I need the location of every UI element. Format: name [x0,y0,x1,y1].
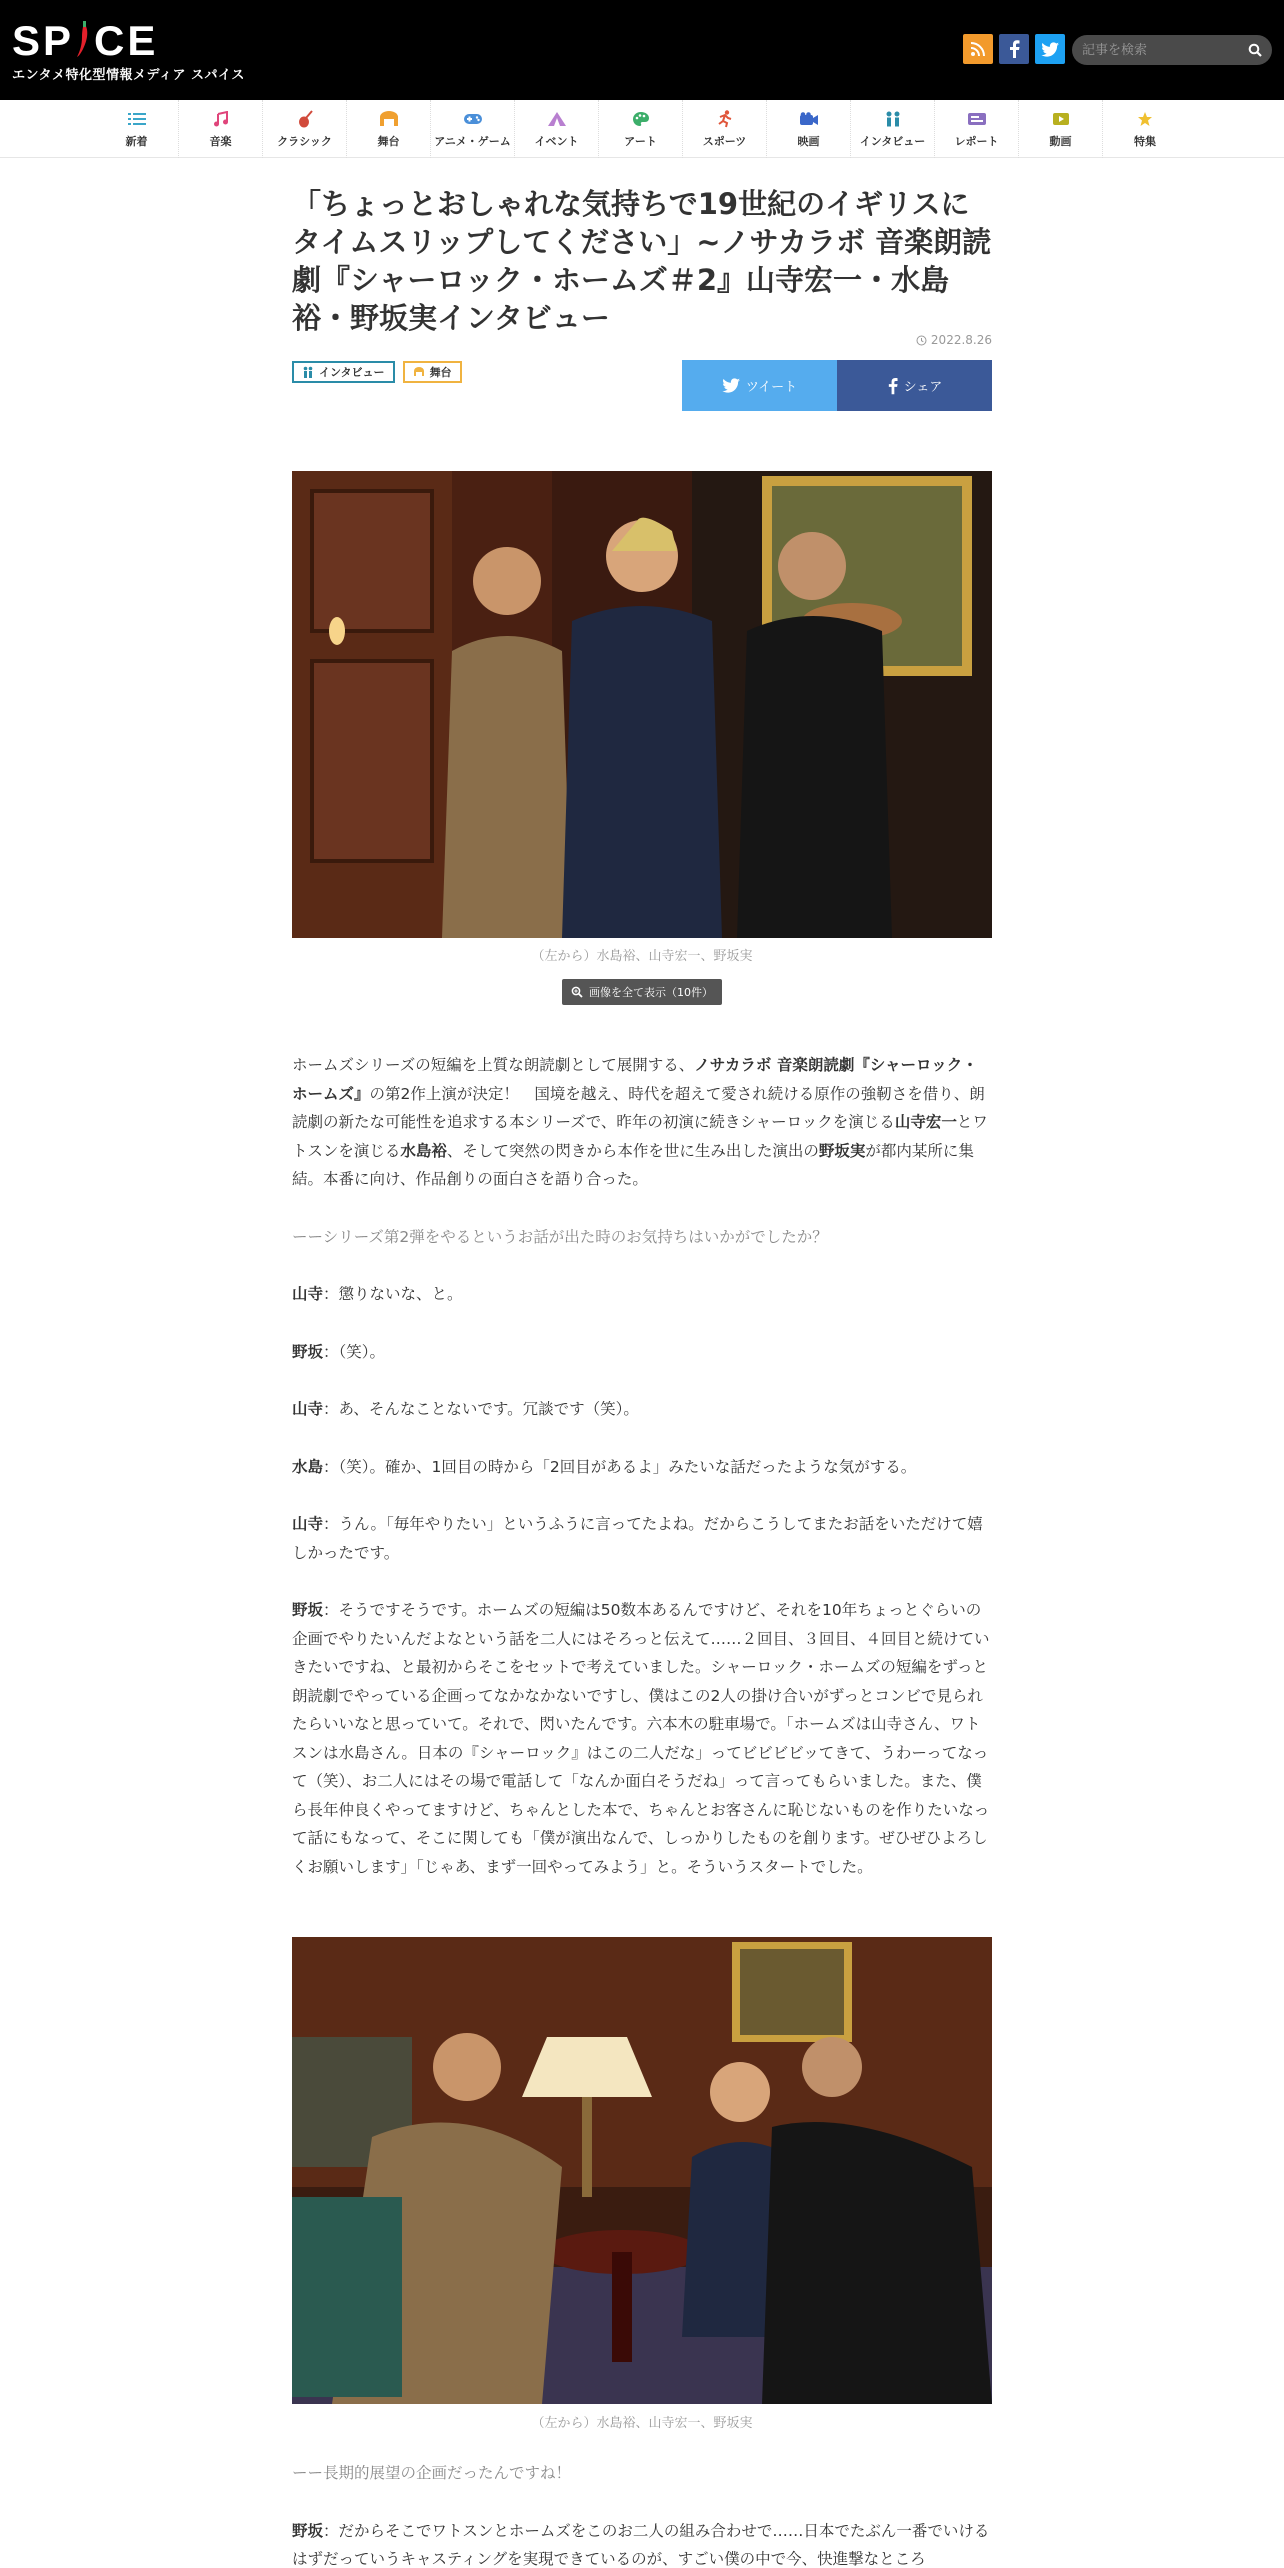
speaker-name: 野坂 [292,1601,324,1619]
stage-icon [379,109,399,129]
site-header [0,0,1284,100]
interview-answer [292,1510,992,1567]
music-note-icon [213,109,229,129]
emphasis-text: 野坂実 [818,1141,866,1160]
zoom-icon [571,986,583,998]
speaker-name: 山寺 [292,1400,324,1418]
twitter-icon [1041,42,1059,57]
tag-label: インタビュー [319,366,385,379]
logo-wordmark: SP CE [12,17,159,64]
facebook-icon [1008,40,1020,58]
nav-item-camera[interactable] [767,100,851,158]
lead-text: ホームズシリーズの短編を上質な朗読劇として展開する、 [292,1056,695,1074]
logo-subtitle: エンタメ特化型情報メディア スパイス [12,68,245,83]
palette-icon [632,109,650,129]
people-icon [302,366,314,378]
lead-paragraph [292,1051,992,1194]
article-tags [292,361,462,383]
tweet-label: ツイート [745,380,798,395]
nav-label: インタビュー [859,135,926,148]
answer-text: ：うん。「毎年やりたい」というふうに言ってたよね。だからこうしてまたお話をいただけて嬉しかったです。 [292,1515,983,1562]
search-input[interactable] [1082,35,1242,65]
violin-icon [297,109,313,129]
lead-text: 、そして突然の閃きから本作を世に生み出した演出の [446,1141,819,1160]
speaker-name: 水島 [292,1457,324,1476]
interview-answer [292,1280,992,1309]
lead-text: が都内某所に集結。本番に向け、作品創りの面白さを語り合った。 [292,1141,974,1188]
nav-label: 特集 [1134,135,1156,148]
nav-label: レポート [954,135,999,148]
twitter-button[interactable] [1035,34,1065,64]
video-icon [1052,109,1070,129]
speaker-name: 山寺 [292,1515,324,1533]
search-box [1072,35,1272,65]
photo-caption-2: （左から）水島裕、山寺宏一、野坂実 [531,2416,753,2431]
stage-icon [413,367,425,377]
answer-text: ：（笑）。 [323,1342,386,1361]
nav-item-star[interactable] [1103,100,1187,158]
tag-label: 舞台 [429,366,452,379]
interview-question: ーーシリーズ第2弾をやるというお話が出た時のお気持ちはいかがでしたか？ [292,1227,828,1246]
nav-item-video[interactable] [1019,100,1103,158]
second-photo[interactable] [292,1937,992,2404]
answer-text: ：懲りないな、と。 [323,1285,463,1303]
tag-interview[interactable] [292,361,395,383]
nav-item-report[interactable] [935,100,1019,158]
article-title: 「ちょっとおしゃれな気持ちで19世紀のイギリスにタイムスリップしてください」~ノサカラボ 音楽朗読劇『シャーロック・ホームズ＃2』山寺宏一・水島裕・野坂実インタビュー [292,187,992,335]
facebook-share-button[interactable] [837,360,992,411]
nav-label: 舞台 [377,135,400,148]
emphasis-text: 山寺宏一 [894,1113,957,1131]
facebook-icon [887,377,898,395]
publish-date [916,333,992,347]
speaker-name: 山寺 [292,1285,324,1303]
runner-icon [717,109,733,129]
interview-answer [292,1596,992,1881]
nav-label: 音楽 [209,135,232,148]
interview-answer [292,1395,992,1424]
interview-question: ーー長期的展望の企画だったんですね！ [292,2464,572,2482]
list-icon [128,109,146,129]
site-logo[interactable] [12,17,245,83]
emphasis-text: ノサカラボ 音楽朗読劇『シャーロック・ホームズ』 [292,1056,978,1103]
nav-item-tent[interactable] [515,100,599,158]
nav-item-list[interactable] [95,100,179,158]
nav-item-stage[interactable] [347,100,431,158]
star-icon [1137,109,1153,129]
lead-text: の第2作上演が決定！ 国境を越え、時代を超えて愛され続ける原作の強靭さを借り、朗読劇の新たな可能性を追求する本シリーズで、昨年の初演に続きシャーロックを演じる [292,1084,985,1131]
tag-stage[interactable] [403,361,462,383]
nav-label: クラシック [277,135,332,148]
emphasis-text: 水島裕 [400,1141,447,1160]
article-body [292,1051,992,1910]
nav-item-runner[interactable] [683,100,767,158]
nav-label: 動画 [1049,135,1072,148]
interview-answer [292,1338,992,1367]
gallery-label: 画像を全て表示（10件） [589,986,713,999]
nav-item-gamepad[interactable] [431,100,515,158]
nav-label: イベント [534,135,579,148]
nav-label: 新着 [125,135,148,148]
social-links [963,34,1065,64]
interview-answer [292,2517,992,2568]
date-text: 2022.8.26 [930,333,992,347]
search-icon[interactable] [1248,43,1262,57]
facebook-button[interactable] [999,34,1029,64]
people-icon [884,109,902,129]
speaker-name: 野坂 [292,1342,324,1361]
nav-label: アート [624,135,657,148]
nav-item-palette[interactable] [599,100,683,158]
nav-item-music-note[interactable] [179,100,263,158]
nav-label: 映画 [797,135,820,148]
tweet-button[interactable] [682,360,837,411]
nav-label: スポーツ [702,135,747,148]
hero-photo[interactable] [292,471,992,938]
rss-icon [970,41,986,57]
twitter-icon [722,378,740,393]
report-icon [967,109,987,129]
answer-text: ：だからそこでワトスンとホームズをこのお二人の組み合わせで……日本でたぶん一番でいけるはずだっていうキャスティングを実現できているのが、すごい僕の中で今、快進撃なところ [292,2521,990,2568]
nav-label: アニメ・ゲーム [434,135,511,148]
gamepad-icon [463,109,483,129]
photo-caption: （左から）水島裕、山寺宏一、野坂実 [531,949,753,964]
clock-icon [916,335,927,346]
speaker-name: 野坂 [292,2521,324,2540]
share-buttons [682,360,992,411]
nav-item-violin[interactable] [263,100,347,158]
interview-answer [292,1453,992,1482]
chili-logo-icon [74,21,94,59]
view-all-images-button[interactable] [562,979,722,1005]
answer-text: ：あ、そんなことないです。冗談です（笑）。 [323,1400,639,1418]
share-label: シェア [903,380,943,395]
category-nav [0,100,1284,158]
lead-text: とワトスンを演じる [292,1113,988,1160]
rss-button[interactable] [963,34,993,64]
answer-text: ：そうですそうです。ホームズの短編は50数本あるんですけど、それを10年ちょっとぐらいの企画でやりたいんだよなという話を二人にはそろっと伝えて……２回目、３回目、４回目と続けていきたいですね、と最初からそこをセットで考えていました。シャーロック・ホームズの短編をずっと朗読劇でやっている企画ってなかなかないですし、僕はこの2人の掛け合いがずっとコンビで見られたらいいなと思っていて。それで、閃いたんです。六本木の駐車場で。「ホームズは山寺さん、ワトスンは水島さん。日本の『シャーロック』はこの二人だな」ってビビビビッてきて、うわーってなって（笑）、お二人にはその場で電話して「なんか面白そうだね」って言ってもらいました。また、僕ら長年仲良くやってますけど、ちゃんとした本で、ちゃんとお客さんに恥じないものを作りたいなって話にもなって、そこに関しても「僕が演出なんで、しっかりしたものを創ります。ぜひぜひよろしくお願いします」「じゃあ、まず一回やってみよう」と。そういうスタートでした。 [292,1601,990,1876]
answer-text: ：（笑）。確か、1回目の時から「2回目があるよ」みたいな話だったような気がする。 [323,1457,917,1476]
article-body-continued [292,2459,992,2568]
nav-item-people[interactable] [851,100,935,158]
article-header [292,185,992,395]
camera-icon [799,109,819,129]
tent-icon [547,109,567,129]
